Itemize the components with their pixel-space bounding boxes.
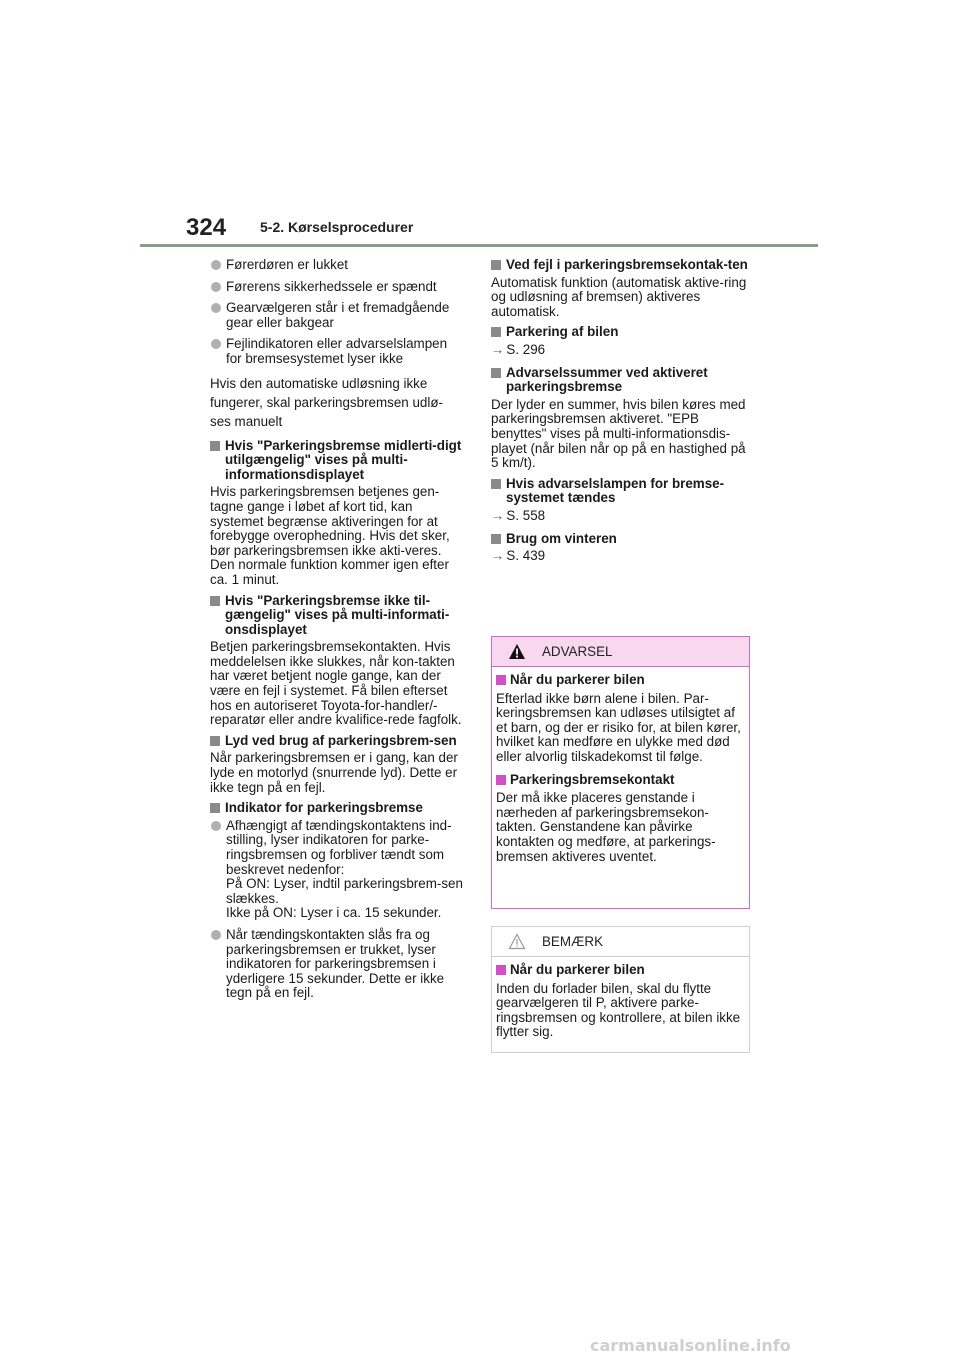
warning-header [492,637,749,667]
caution-triangle-outline-icon [508,933,526,950]
warning-heading: Parkeringsbremsekontakt [496,773,745,788]
list-item [210,819,466,921]
notice-text: Inden du forlader bilen, skal du flytte gearvælgeren til P, aktivere parke-ringsbremsen og kontrollere, at bilen ikke flytter sig. [496,980,741,1040]
list-item: Førerdøren er lukket [210,258,466,273]
section-heading: Indikator for parkeringsbremse [210,801,466,816]
warning-text: Der må ikke placeres genstande i nærheden af parkeringsbremsekon-takten. Genstandene kan påvirke kontakten og medføre, at parkerings-bremsen aktiveres uventet. [496,790,716,864]
section-text: Automatisk funktion (automatisk aktive-ring og udløsning af bremsen) aktiveres automatisk. [491,274,747,319]
page-reference [491,549,751,564]
section-heading: Advarselssummer ved aktiveret parkeringsbremse [491,366,751,395]
section-text: Betjen parkeringsbremsekontakten. Hvis meddelelsen ikke slukkes, når kon-takten har været betjent nogle gange, kan der være en fejl i systemet. Få bilen efterset hos en autoriseret Toyota-for-handler/-reparatør eller andre kvalifice-rede fagfolk. [210,639,462,728]
text-line: ses manuelt [210,413,283,429]
right-column [491,258,751,572]
text-line: fungerer, skal parkeringsbremsen udlø- [210,394,443,410]
warning-heading: Når du parkerer bilen [496,673,745,688]
section-text: Når parkeringsbremsen er i gang, kan der lyde en motorlyd (snurrende lyd). Dette er ikke tegn på en fejl. [210,750,458,795]
list-item: Førerens sikkerhedssele er spændt [210,280,466,295]
arrow-icon: → [491,507,505,523]
list-item: Gearvælgeren står i et fremadgående gear eller bakgear [210,301,466,330]
notice-header [492,927,749,957]
section-heading: Parkering af bilen [491,325,751,340]
warning-text: Efterlad ikke børn alene i bilen. Par-keringsbremsen kan udløses utilsigtet af et barn, og der er risiko for, at bilen kører, hvilket kan medføre en ulykke med død eller alvorlig tilskadekomst til følge. [496,690,741,764]
bullet-text: På ON: Lyser, indtil parkeringsbrem-sen slækkes. [226,876,463,906]
page-number: 324 [186,214,227,241]
arrow-icon: → [491,548,505,564]
section-text: Hvis parkeringsbremsen betjenes gen-tagne gange i løbet af kort tid, kan systemet begrænse aktiveringen for at forebygge overophedning. Hvis det sker, bør parkeringsbremsen ikke akti-veres. Den normale funktion kommer igen efter ca. 1 minut. [210,484,450,587]
warning-triangle-icon [508,643,526,660]
section-heading: Ved fejl i parkeringsbremsekontak-ten [491,258,751,273]
section-heading: Brug om vinteren [491,532,751,547]
warning-title: ADVARSEL [542,644,613,659]
header-divider [140,244,818,247]
notice-title: BEMÆRK [542,934,604,949]
section-text: Der lyder en summer, hvis bilen køres med parkeringsbremsen aktiveret. "EPB benyttes" vises på multi-informationsdis-playet (når bilen når op på en hastighed på 5 km/t). [491,396,746,471]
section-heading: Hvis advarselslampen for bremse-systemet tændes [491,477,751,506]
reference-link[interactable]: S. 439 [506,548,546,564]
notice-body [492,957,749,1040]
reference-link[interactable]: S. 558 [506,507,546,523]
watermark: carmanualsonline.info [590,1336,791,1355]
section-title: 5-2. Kørselsprocedurer [260,219,414,235]
list-item: Fejlindikatoren eller advarselslampen for bremsesystemet lyser ikke [210,337,466,366]
page-reference [491,343,751,358]
text-line: Hvis den automatiske udløsning ikke [210,375,428,391]
page-reference [491,509,751,524]
bullet-text: Ikke på ON: Lyser i ca. 15 sekunder. [226,905,442,921]
list-item: Når tændingskontakten slås fra og parkeringsbremsen er trukket, lyser indikatoren for parkeringsbremsen i yderligere 15 sekunder. Dette er ikke tegn på en fejl. [210,928,466,1001]
section-heading: Hvis "Parkeringsbremse ikke til-gængelig" vises på multi-informati-onsdisplayet [210,594,466,638]
left-column [210,258,466,1008]
warning-box [491,636,750,909]
notice-heading: Når du parkerer bilen [496,963,745,978]
bullet-text: Afhængigt af tændingskontaktens ind-stilling, lyser indikatoren for parke-ringsbremsen og forbliver tændt som beskrevet nedenfor: [226,817,452,877]
section-heading: Hvis "Parkeringsbremse midlerti-digt utilgængelig" vises på multi-informationsdisplayet [210,439,466,483]
manual-release-text [210,374,466,431]
arrow-icon: → [491,341,505,357]
notice-box [491,926,750,1053]
warning-body [492,667,749,864]
section-heading: Lyd ved brug af parkeringsbrem-sen [210,734,466,749]
reference-link[interactable]: S. 296 [506,341,546,357]
